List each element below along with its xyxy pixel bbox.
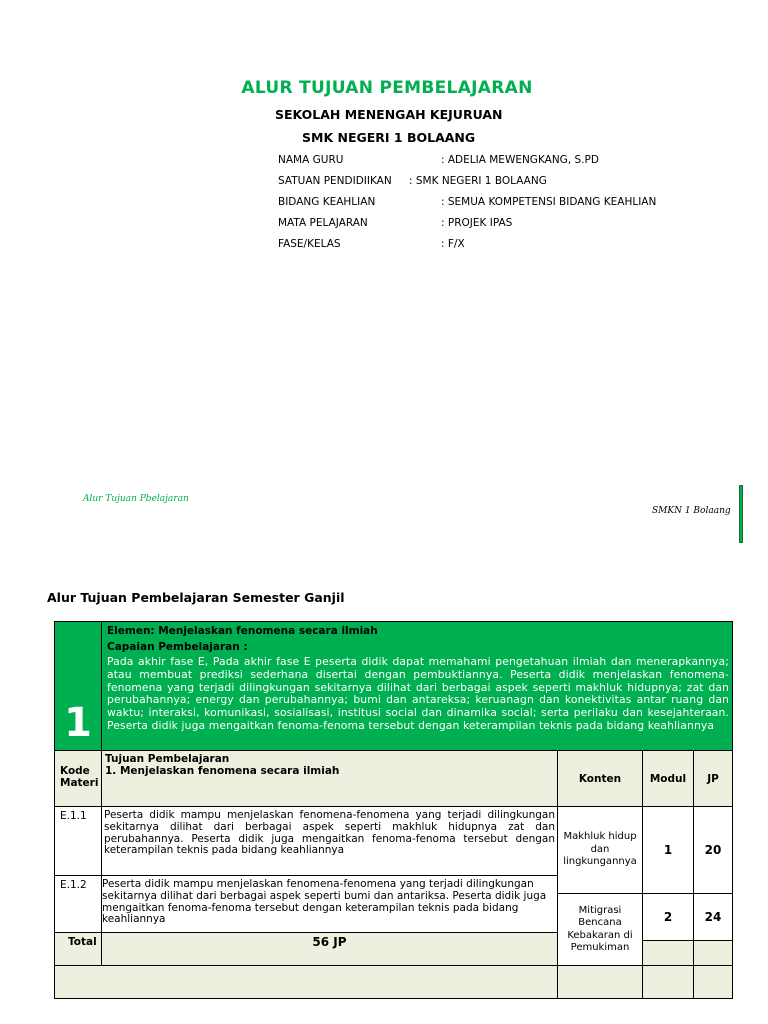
info-value-mapel: : PROJEK IPAS	[441, 217, 513, 229]
tujuan-subtitle: 1. Menjelaskan fenomena secara ilmiah	[105, 765, 340, 777]
capaian-heading: Capaian Pembelajaran :	[107, 641, 248, 653]
header-konten: Konten	[557, 750, 643, 807]
info-value-bidang: : SEMUA KOMPETENSI BIDANG KEAHLIAN	[441, 196, 657, 208]
info-label-guru: NAMA GURU	[278, 154, 344, 166]
empty-row-modul	[642, 965, 694, 999]
info-label-satuan: SATUAN PENDIDIIKAN	[278, 175, 392, 187]
row1-modul: 1	[642, 806, 694, 894]
element-number: 1	[54, 621, 102, 751]
row1-kode: E.1.1	[54, 806, 102, 876]
row2-jp: 24	[693, 893, 733, 941]
info-label-mapel: MATA PELAJARAN	[278, 217, 368, 229]
header-tujuan	[101, 750, 558, 807]
empty-row-left	[54, 965, 558, 999]
footer-left-text: Alur Tujuan Pbelajaran	[83, 494, 189, 504]
elemen-heading: Elemen: Menjelaskan fenomena secara ilmiah	[107, 625, 378, 637]
row2-modul: 2	[642, 893, 694, 941]
row1-konten: Makhluk hidup dan lingkungannya	[557, 806, 643, 894]
total-modul-cell	[642, 940, 694, 966]
section-title: Alur Tujuan Pembelajaran Semester Ganjil	[47, 590, 345, 605]
header-jp: JP	[693, 750, 733, 807]
tujuan-title: Tujuan Pembelajaran	[105, 753, 230, 765]
row2-konten: Mitigrasi Bencana Kebakaran di Pemukiman	[557, 893, 643, 966]
row2-kode: E.1.2	[54, 875, 102, 933]
footer-right-text: SMKN 1 Bolaang	[652, 506, 731, 516]
header-modul: Modul	[642, 750, 694, 807]
header-kode: Kode Materi	[54, 750, 102, 807]
info-value-guru: : ADELIA MEWENGKANG, S.PD	[441, 154, 599, 166]
school-name: SMK NEGERI 1 BOLAANG	[302, 130, 476, 145]
row1-jp: 20	[693, 806, 733, 894]
capaian-text: Pada akhir fase E, Pada akhir fase E peserta didik dapat memahami pengetahuan ilmiah dan menerapkannya; atau membuat prediksi sederhana disertai dengan pembuktiannya. Peserta didik menjelaskan fenomena-fenomena yang terjadi dilingkungan sekitarnya dilihat dari berbagai aspek seperti makhluk hidupnya; zat dan perubahannya; energy dan perubahannya; bumi dan antareksa; keruanagn dan konektivitas antar ruang dan waktu; interaksi, komunikasi, sosialisasi, institusi social dan dinamika social; serta perilaku dan kesejahteraan. Peserta didik juga mengaitkan fenoma-fenoma tersebut dengan keterampilan teknis pada bidang keahliannya	[107, 655, 729, 732]
empty-row-konten	[557, 965, 643, 999]
total-jp-cell	[693, 940, 733, 966]
total-value: 56 JP	[101, 932, 558, 966]
page-edge-bar	[739, 485, 743, 543]
total-label: Total	[54, 932, 102, 966]
school-type: SEKOLAH MENENGAH KEJURUAN	[275, 107, 503, 122]
info-label-bidang: BIDANG KEAHLIAN	[278, 196, 376, 208]
info-value-fase: : F/X	[441, 238, 465, 250]
empty-row-jp	[693, 965, 733, 999]
info-label-fase: FASE/KELAS	[278, 238, 341, 250]
capaian-block	[101, 621, 733, 751]
page-title: ALUR TUJUAN PEMBELAJARAN	[241, 78, 533, 98]
row1-tujuan: Peserta didik mampu menjelaskan fenomena-fenomena yang terjadi dilingkungan sekitarnya dilihat dari berbagai aspek seperti makhluk hidupnya zat dan perubahannya. Peserta didik juga mengaitkan fenoma-fenoma tersebut dengan keterampilan teknis pada bidang keahliannya	[101, 806, 558, 876]
row2-tujuan: Peserta didik mampu menjelaskan fenomena-fenomena yang terjadi dilingkungan sekitarnya dilihat dari berbagai aspek seperti bumi dan antariksa. Peserta didik juga mengaitkan fenoma-fenoma tersebut dengan keterampilan teknis pada bidang keahliannya	[101, 875, 558, 933]
info-value-satuan: : SMK NEGERI 1 BOLAANG	[409, 175, 547, 187]
